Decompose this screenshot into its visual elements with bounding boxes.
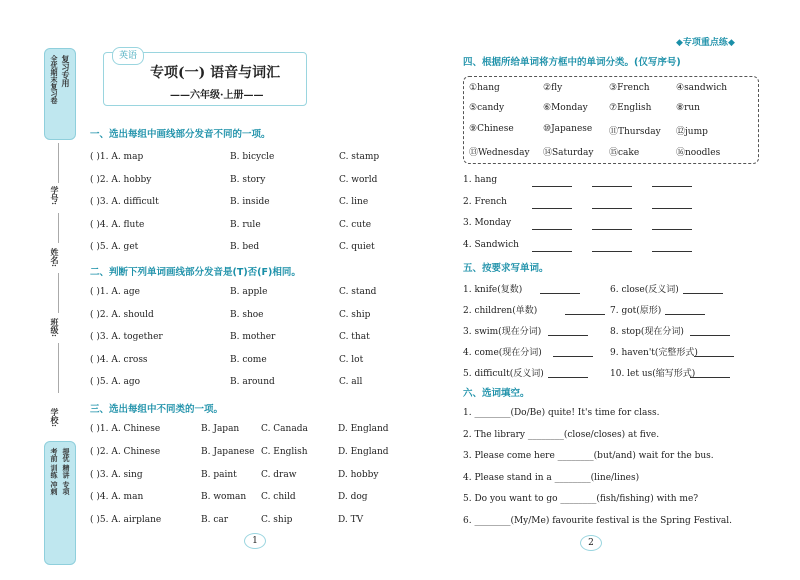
option-c: C. child — [261, 492, 296, 503]
fill-in-item: 2. The library ________(close/closes) at five. — [463, 429, 660, 440]
sidebar-bottom-banner — [44, 441, 76, 565]
label-student-number: 学号: — [50, 186, 60, 205]
answer-blank[interactable] — [665, 314, 705, 315]
answer-blank[interactable] — [652, 186, 692, 187]
option-b: B. story — [230, 174, 266, 185]
question-row — [90, 332, 390, 346]
classify-item: 3. Monday — [463, 218, 512, 228]
option-c: C. draw — [261, 469, 297, 480]
option-b: B. come — [230, 354, 267, 365]
answer-blank[interactable] — [592, 229, 632, 230]
question-row — [90, 377, 390, 391]
classify-item: 1. hang — [463, 175, 498, 185]
option-d: D. England — [338, 424, 389, 434]
fill-in-item: 4. Please stand in a ________(line/lines) — [463, 472, 640, 483]
word-item: ⑩Japanese — [543, 124, 593, 134]
answer-blank[interactable] — [548, 335, 588, 336]
section-tag: ◆专项重点练◆ — [676, 38, 735, 48]
question-row — [90, 355, 390, 369]
word-item: ⑭Saturday — [543, 148, 594, 158]
option-b: B. woman — [201, 492, 247, 503]
option-a: ( )2. A. should — [90, 309, 154, 320]
option-b: B. bicycle — [230, 152, 275, 162]
page-number-right: 2 — [580, 535, 602, 551]
subject-badge: 英语 — [112, 47, 144, 65]
option-a: ( )1. A. age — [90, 287, 141, 297]
word-item: ⑦English — [609, 103, 652, 113]
option-c: C. stand — [339, 287, 377, 297]
word-item: ⑨Chinese — [469, 124, 514, 134]
option-c: C. line — [339, 197, 369, 207]
answer-blank[interactable] — [690, 335, 730, 336]
question-row — [90, 152, 390, 166]
question-row — [90, 220, 390, 234]
word-task: 6. close(反义词) — [610, 285, 679, 295]
option-b: B. apple — [230, 287, 268, 297]
option-b: B. inside — [230, 197, 270, 207]
option-b: B. car — [201, 515, 229, 526]
word-item: ⑥Monday — [543, 103, 588, 113]
word-task: 2. children(单数) — [463, 306, 538, 316]
answer-blank[interactable] — [690, 377, 730, 378]
label-name: 姓名: — [50, 248, 60, 267]
word-task: 9. haven't(完整形式) — [610, 348, 698, 358]
section-1-heading: 一、选出每组中画线部分发音不同的一项。 — [90, 129, 271, 140]
label-school: 学校: — [50, 408, 60, 427]
word-item: ⑫jump — [676, 127, 708, 137]
page-title: 专项(一) 语音与词汇 — [150, 65, 281, 81]
option-a: ( )5. A. airplane — [90, 515, 162, 526]
question-row — [90, 197, 390, 211]
sidebar-bottom-text-2: 考前 训练 冲刺 — [50, 448, 59, 495]
answer-blank[interactable] — [652, 251, 692, 252]
word-item: ⑬Wednesday — [469, 148, 530, 158]
sidebar-bottom-text-1: 提优 精讲 专项 — [62, 448, 71, 495]
answer-blank[interactable] — [565, 314, 605, 315]
answer-blank[interactable] — [592, 251, 632, 252]
option-c: C. Canada — [261, 424, 308, 434]
answer-blank[interactable] — [683, 293, 723, 294]
option-a: ( )3. A. sing — [90, 469, 143, 480]
classify-item: 4. Sandwich — [463, 239, 519, 250]
option-b: B. bed — [230, 242, 260, 252]
sidebar — [44, 48, 74, 563]
answer-blank[interactable] — [532, 229, 572, 230]
option-a: ( )4. A. flute — [90, 219, 145, 230]
option-a: ( )5. A. get — [90, 242, 139, 252]
sidebar-top-banner — [44, 48, 76, 140]
question-row — [90, 492, 390, 506]
option-a: ( )3. A. together — [90, 332, 163, 342]
option-c: C. English — [261, 446, 308, 457]
question-row — [90, 447, 390, 461]
word-item: ⑯noodles — [676, 148, 721, 158]
word-item: ④sandwich — [676, 83, 728, 93]
option-c: C. lot — [339, 354, 364, 365]
answer-blank[interactable] — [592, 186, 632, 187]
fill-in-item: 3. Please come here ________(but/and) wait for the bus. — [463, 451, 714, 461]
option-b: B. Japanese — [201, 446, 255, 457]
page-subtitle: ——六年级·上册—— — [170, 90, 264, 101]
question-row — [90, 470, 390, 484]
fill-in-item: 5. Do you want to go ________(fish/fishing) with me? — [463, 494, 699, 504]
option-c: C. ship — [339, 309, 371, 320]
word-item: ②fly — [543, 83, 563, 93]
option-c: C. cute — [339, 219, 372, 230]
word-task: 3. swim(现在分词) — [463, 327, 542, 337]
option-d: D. hobby — [338, 469, 379, 480]
answer-blank[interactable] — [532, 208, 572, 209]
question-row — [90, 310, 390, 324]
option-a: ( )3. A. difficult — [90, 197, 159, 207]
option-a: ( )2. A. Chinese — [90, 446, 161, 457]
option-a: ( )4. A. man — [90, 492, 144, 503]
option-c: C. that — [339, 332, 370, 342]
label-class: 班级: — [50, 318, 60, 337]
section-3-heading: 三、选出每组中不同类的一项。 — [90, 404, 224, 415]
classify-item: 2. French — [463, 196, 507, 207]
option-a: ( )1. A. Chinese — [90, 424, 161, 434]
page-number-left: 1 — [244, 533, 266, 549]
option-b: B. Japan — [201, 424, 240, 434]
option-c: C. ship — [261, 515, 293, 526]
option-b: B. paint — [201, 469, 237, 480]
answer-blank[interactable] — [652, 229, 692, 230]
option-d: D. dog — [338, 492, 368, 503]
section-4-heading: 四、根据所给单词将方框中的单词分类。(仅写序号) — [463, 57, 681, 68]
question-row — [90, 287, 390, 301]
question-row — [90, 242, 390, 256]
section-2-heading: 二、判断下列单词画线部分发音是(T)否(F)相同。 — [90, 267, 301, 278]
word-item: ⑤candy — [469, 103, 505, 113]
word-task: 5. difficult(反义词) — [463, 369, 544, 379]
option-b: B. mother — [230, 332, 276, 342]
option-c: C. stamp — [339, 152, 380, 162]
option-a: ( )5. A. ago — [90, 377, 141, 387]
word-task: 8. stop(现在分词) — [610, 327, 684, 337]
word-task: 1. knife(复数) — [463, 285, 523, 295]
option-d: D. England — [338, 446, 389, 457]
answer-blank[interactable] — [532, 251, 572, 252]
section-5-heading: 五、按要求写单词。 — [463, 263, 549, 274]
word-item: ③French — [609, 83, 650, 93]
question-row — [90, 515, 390, 529]
option-b: B. around — [230, 377, 275, 387]
question-row — [90, 424, 390, 438]
word-item: ⑪Thursday — [609, 127, 661, 137]
option-b: B. shoe — [230, 309, 264, 320]
answer-blank[interactable] — [652, 208, 692, 209]
option-a: ( )4. A. cross — [90, 354, 148, 365]
option-a: ( )1. A. map — [90, 152, 144, 162]
option-c: C. quiet — [339, 242, 375, 252]
word-box — [463, 76, 759, 164]
word-task: 4. come(现在分词) — [463, 348, 542, 358]
question-row — [90, 175, 390, 189]
answer-blank[interactable] — [540, 293, 580, 294]
answer-blank[interactable] — [592, 208, 632, 209]
option-c: C. world — [339, 174, 378, 185]
option-c: C. all — [339, 377, 363, 387]
fill-in-item: 6. ________(My/Me) favourite festival is the Spring Festival. — [463, 515, 733, 526]
answer-blank[interactable] — [553, 356, 593, 357]
fill-in-item: 1. ________(Do/Be) quite! It's time for class. — [463, 408, 660, 418]
word-item: ⑮cake — [609, 148, 640, 158]
option-a: ( )2. A. hobby — [90, 174, 152, 185]
word-task: 7. got(原形) — [610, 306, 662, 316]
section-6-heading: 六、选词填空。 — [463, 388, 530, 399]
sidebar-top-text-1: 复习专用 — [61, 55, 71, 87]
word-item: ⑧run — [676, 103, 700, 113]
answer-blank[interactable] — [532, 186, 572, 187]
option-d: D. TV — [338, 515, 364, 526]
answer-blank[interactable] — [694, 356, 734, 357]
word-item: ①hang — [469, 83, 500, 93]
word-task: 10. let us(缩写形式) — [610, 369, 696, 379]
sidebar-top-text-2: 全优期末复习卷 — [50, 55, 59, 104]
answer-blank[interactable] — [548, 377, 588, 378]
option-b: B. rule — [230, 219, 261, 230]
